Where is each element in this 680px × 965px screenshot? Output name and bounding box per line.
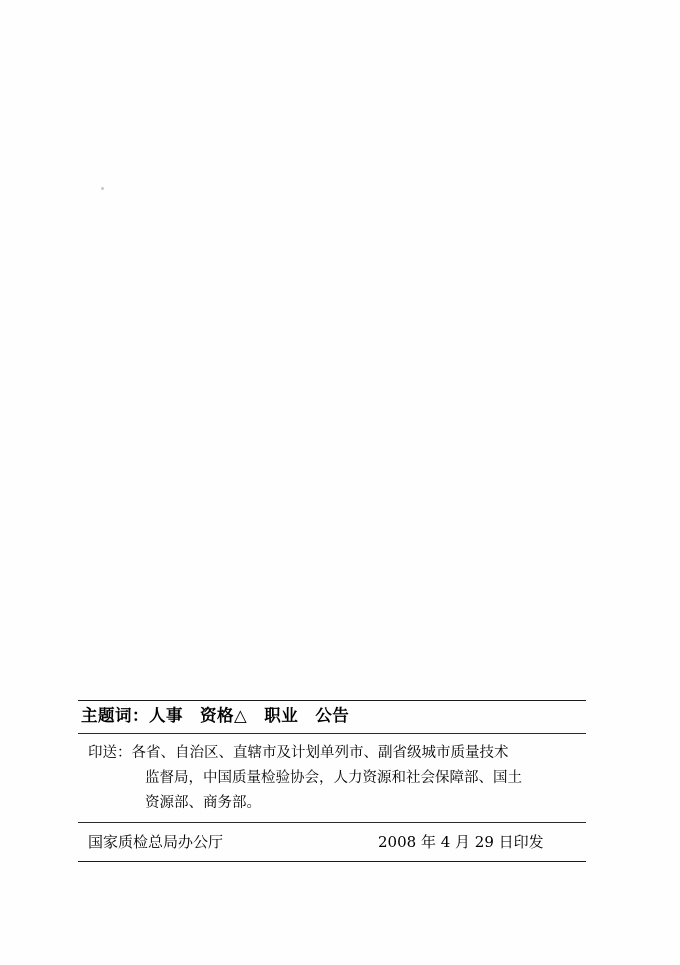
- subject-keywords-line: 主题词：人事 资格△ 职业 公告: [81, 706, 350, 725]
- distribution-lines: [78, 741, 586, 816]
- scan-speck: [101, 187, 104, 190]
- issuer-name: 国家质检总局办公厅: [88, 833, 224, 852]
- distribution-list: [78, 734, 586, 822]
- distribution-line-3: 资源部、商务部。: [145, 795, 261, 812]
- issue-date: 2008 年 4 月 29 日印发: [378, 833, 544, 852]
- footer-bottom-rule: [78, 861, 586, 862]
- issuer-row: [78, 823, 586, 861]
- distribution-line-2: 监督局，中国质量检验协会，人力资源和社会保障部、国土: [145, 770, 522, 787]
- document-footer-block: [78, 700, 586, 862]
- distribution-line-1: 印送：各省、自治区、直辖市及计划单列市、副省级城市质量技术: [88, 745, 509, 762]
